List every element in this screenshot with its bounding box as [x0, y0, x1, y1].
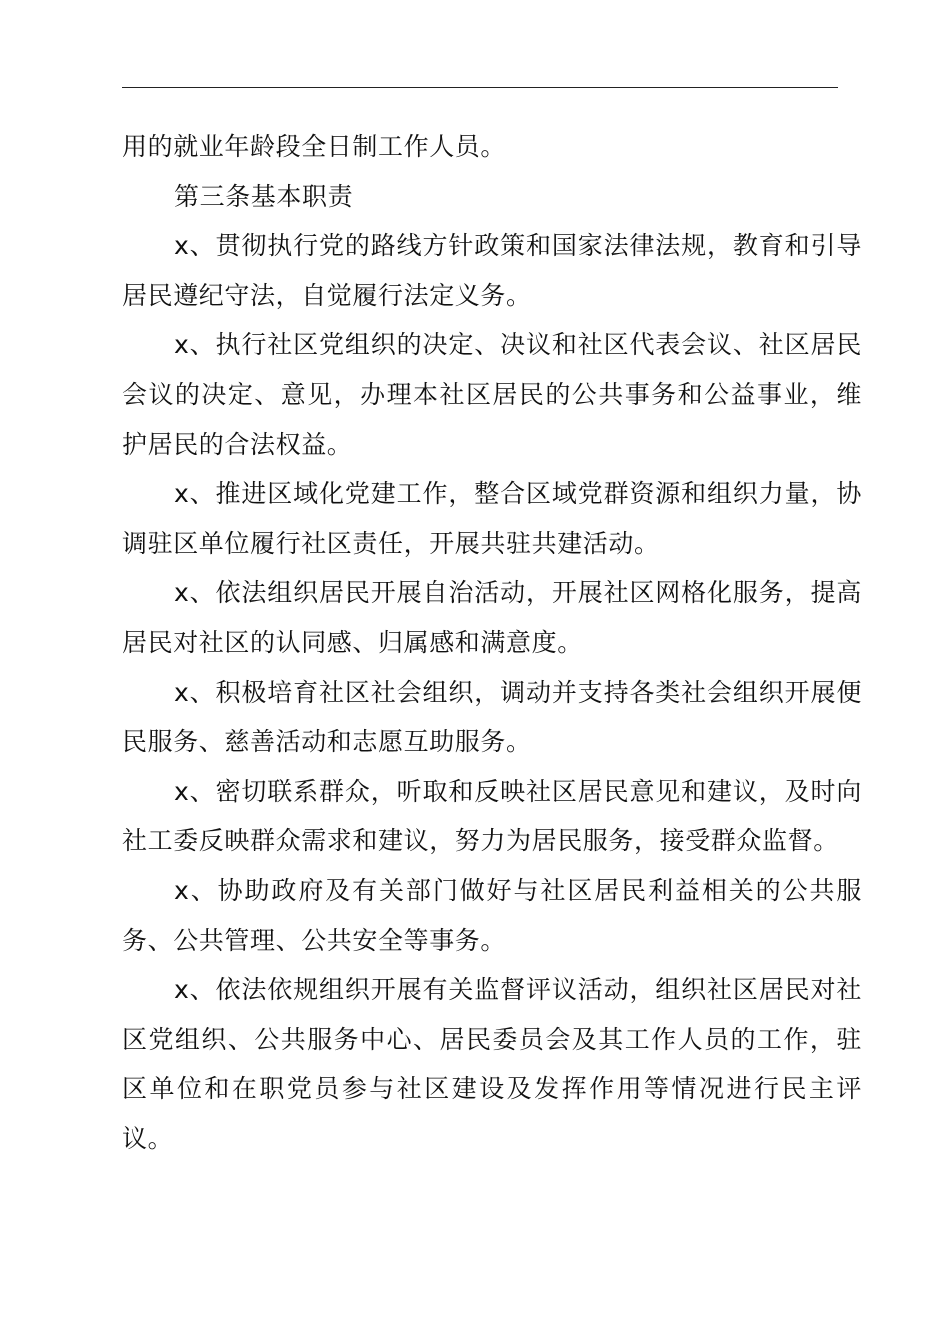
header-rule [122, 87, 838, 88]
duty-item: x、执行社区党组织的决定、决议和社区代表会议、社区居民会议的决定、意见，办理本社区居民的公共事务和公益事业，维护居民的合法权益。 [122, 330, 862, 459]
document-body [122, 122, 862, 1163]
duty-item: x、积极培育社区社会组织，调动并支持各类社会组织开展便民服务、慈善活动和志愿互助服务。 [122, 677, 862, 757]
duty-item: x、密切联系群众，听取和反映社区居民意见和建议，及时向社工委反映群众需求和建议，努力为居民服务，接受群众监督。 [122, 776, 862, 856]
article-heading: 第三条基本职责 [174, 181, 354, 211]
duty-item: x、依法依规组织开展有关监督评议活动，组织社区居民对社区党组织、公共服务中心、居民委员会及其工作人员的工作，驻区单位和在职党员参与社区建设及发挥作用等情况进行民主评议。 [122, 975, 862, 1153]
duty-item: x、贯彻执行党的路线方针政策和国家法律法规，教育和引导居民遵纪守法，自觉履行法定义务。 [122, 231, 862, 310]
duty-item: x、依法组织居民开展自治活动，开展社区网格化服务，提高居民对社区的认同感、归属感和满意度。 [122, 578, 862, 657]
duty-item: x、推进区域化党建工作，整合区域党群资源和组织力量，协调驻区单位履行社区责任，开展共驻共建活动。 [122, 479, 862, 558]
duty-item: x、协助政府及有关部门做好与社区居民利益相关的公共服务、公共管理、公共安全等事务。 [122, 875, 862, 955]
paragraph-continuation: 用的就业年龄段全日制工作人员。 [122, 132, 507, 161]
